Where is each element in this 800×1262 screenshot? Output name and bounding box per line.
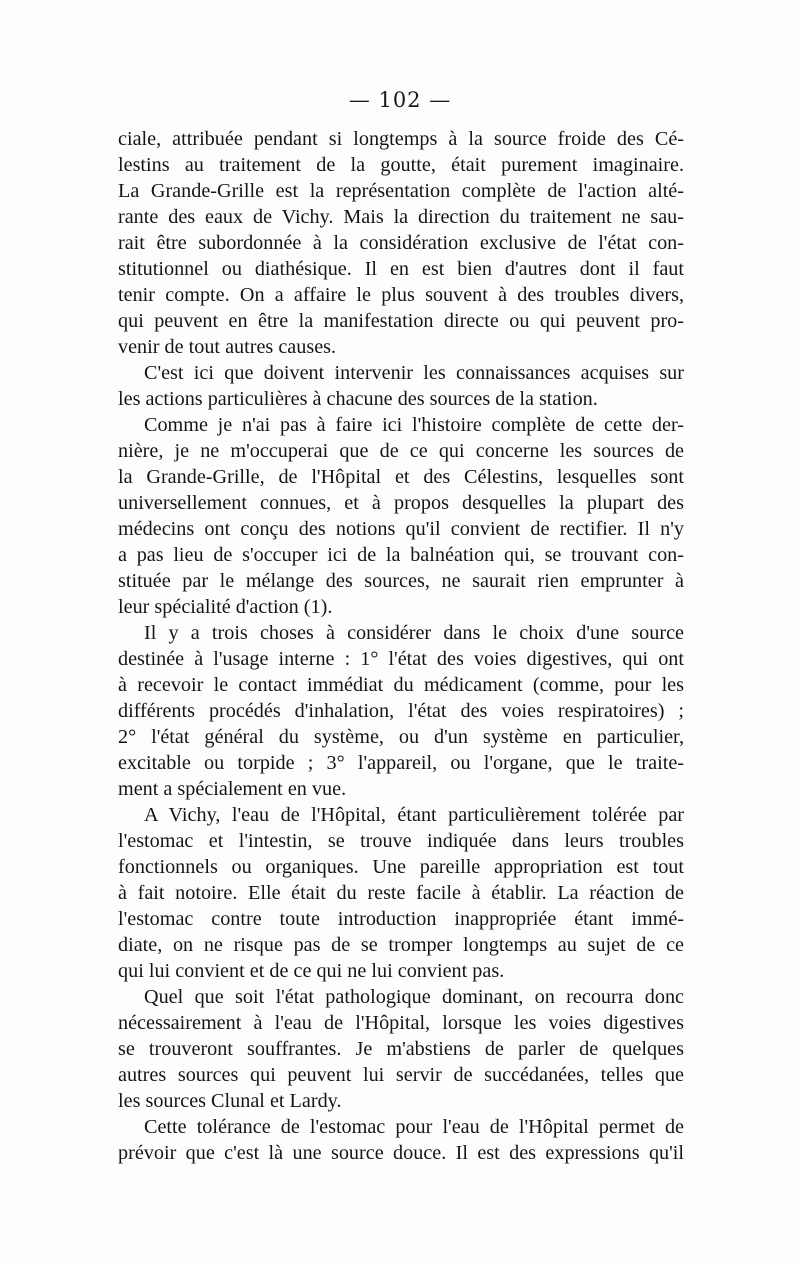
text-line: Quel que soit l'état pathologique dominant, on recourra donc [144,986,684,1008]
text-line: à fait notoire. Elle était du reste facile à établir. La réaction de [118,882,684,904]
text-line: leur spécialité d'action (1). [118,596,333,618]
text-line: fonctionnels ou organiques. Une pareille appropriation est tout [118,856,684,878]
paragraph [118,984,684,1114]
text-line: excitable ou torpide ; 3° l'appareil, ou l'organe, que le traite- [118,752,684,774]
paragraph [118,1114,684,1166]
text-line: 2° l'état général du système, ou d'un système en particulier, [118,726,684,748]
paragraph [118,620,684,802]
text-line: nière, je ne m'occuperai que de ce qui concerne les sources de [118,440,684,462]
paragraph [118,802,684,984]
text-line: La Grande-Grille est la représentation complète de l'action alté- [118,180,684,202]
text-line: les actions particulières à chacune des sources de la station. [118,388,598,410]
text-line: destinée à l'usage interne : 1° l'état des voies digestives, qui ont [118,648,684,670]
text-line: qui lui convient et de ce qui ne lui convient pas. [118,960,505,982]
text-line: rait être subordonnée à la considération exclusive de l'état con- [118,232,684,254]
text-line: l'estomac contre toute introduction inappropriée étant immé- [118,908,684,930]
text-line: diate, on ne risque pas de se tromper longtemps au sujet de ce [118,934,684,956]
text-line: universellement connues, et à propos desquelles la plupart des [118,492,684,514]
text-line: prévoir que c'est là une source douce. Il est des expressions qu'il [118,1142,684,1164]
text-line: A Vichy, l'eau de l'Hôpital, étant particulièrement tolérée par [144,804,684,826]
body-text [118,126,684,1166]
text-line: se trouveront souffrantes. Je m'abstiens de parler de quelques [118,1038,684,1060]
text-line: stitutionnel ou diathésique. Il en est bien d'autres dont il faut [118,258,684,280]
text-line: autres sources qui peuvent lui servir de succédanées, telles que [118,1064,684,1086]
paragraph [118,360,684,412]
text-line: stituée par le mélange des sources, ne saurait rien emprunter à [118,570,684,592]
text-line: Comme je n'ai pas à faire ici l'histoire complète de cette der- [144,414,684,436]
text-line: a pas lieu de s'occuper ici de la balnéation qui, se trouvant con- [118,544,684,566]
text-line: lestins au traitement de la goutte, était purement imaginaire. [118,154,684,176]
text-line: à recevoir le contact immédiat du médicament (comme, pour les [118,674,684,696]
paragraph [118,412,684,620]
text-line: ciale, attribuée pendant si longtemps à la source froide des Cé- [118,128,684,150]
text-line: les sources Clunal et Lardy. [118,1090,342,1112]
text-line: Il y a trois choses à considérer dans le choix d'une source [144,622,684,644]
text-line: C'est ici que doivent intervenir les connaissances acquises sur [144,362,684,384]
text-line: venir de tout autres causes. [118,336,337,358]
text-line: nécessairement à l'eau de l'Hôpital, lorsque les voies digestives [118,1012,684,1034]
text-line: ment a spécialement en vue. [118,778,347,800]
paragraph [118,126,684,360]
text-line: Cette tolérance de l'estomac pour l'eau de l'Hôpital permet de [144,1116,684,1138]
text-line: l'estomac et l'intestin, se trouve indiquée dans leurs troubles [118,830,684,852]
text-line: différents procédés d'inhalation, l'état des voies respiratoires) ; [118,700,684,722]
text-line: qui peuvent en être la manifestation directe ou qui peuvent pro- [118,310,684,332]
text-line: tenir compte. On a affaire le plus souvent à des troubles divers, [118,284,684,306]
text-line: médecins ont conçu des notions qu'il convient de rectifier. Il n'y [118,518,684,540]
page-number: — 102 — [348,88,452,112]
text-line: rante des eaux de Vichy. Mais la direction du traitement ne sau- [118,206,684,228]
text-line: la Grande-Grille, de l'Hôpital et des Célestins, lesquelles sont [118,466,684,488]
